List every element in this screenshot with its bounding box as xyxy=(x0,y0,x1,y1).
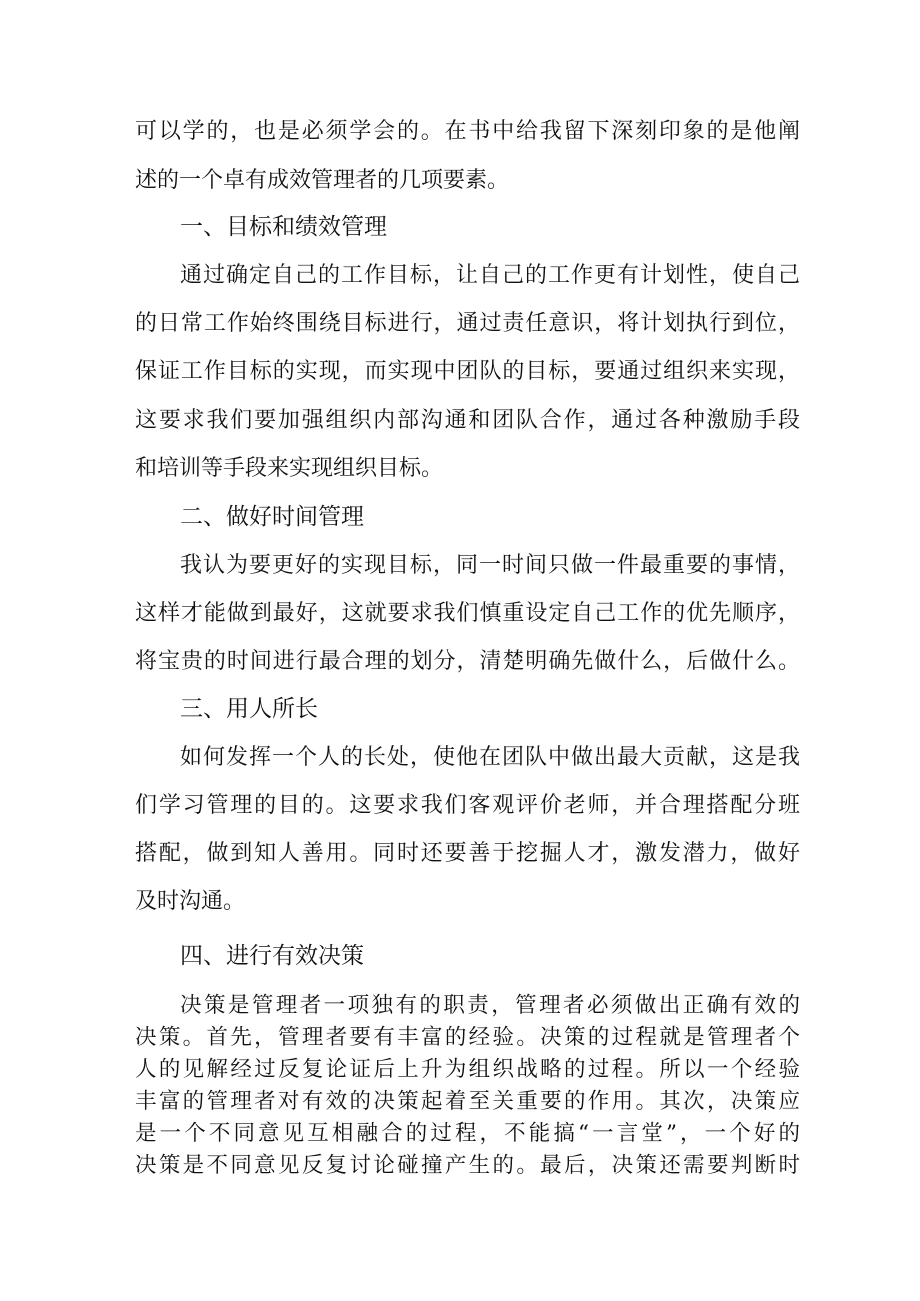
section-2-line-2: 这样才能做到最好，这就要求我们慎重设定自己工作的优先顺序， xyxy=(135,601,800,626)
section-4-line-5: 是一个不同意见互相融合的过程，不能搞“一言堂”，一个好的 xyxy=(135,1121,800,1146)
section-3-line-1: 如何发挥一个人的长处，使他在团队中做出最大贡献，这是我 xyxy=(180,745,800,770)
section-2-line-3: 将宝贵的时间进行最合理的划分，清楚明确先做什么，后做什么。 xyxy=(135,649,800,674)
section-4-line-1: 决策是管理者一项独有的职责，管理者必须做出正确有效的 xyxy=(180,993,800,1018)
section-3-line-2: 们学习管理的目的。这要求我们客观评价老师，并合理搭配分班 xyxy=(135,793,800,818)
section-3-heading: 三、用人所长 xyxy=(180,696,318,722)
section-4-heading: 四、进行有效决策 xyxy=(180,943,364,969)
section-3-line-3: 搭配，做到知人善用。同时还要善于挖掘人才，激发潜力，做好 xyxy=(135,841,800,866)
section-1-line-1: 通过确定自己的工作目标，让自己的工作更有计划性，使自己 xyxy=(180,263,800,288)
section-3-line-4: 及时沟通。 xyxy=(135,889,246,914)
section-4-line-4: 丰富的管理者对有效的决策起着至关重要的作用。其次，决策应 xyxy=(135,1089,800,1114)
section-4-line-2: 决策。首先，管理者要有丰富的经验。决策的过程就是管理者个 xyxy=(135,1025,800,1050)
section-2-line-1: 我认为要更好的实现目标，同一时间只做一件最重要的事情， xyxy=(180,553,800,578)
section-1-line-5: 和培训等手段来实现组织目标。 xyxy=(135,456,444,481)
section-4-line-6: 决策是不同意见反复讨论碰撞产生的。最后，决策还需要判断时 xyxy=(135,1153,800,1178)
section-1-line-4: 这要求我们要加强组织内部沟通和团队合作，通过各种激励手段 xyxy=(135,408,800,433)
section-1-line-3: 保证工作目标的实现，而实现中团队的目标，要通过组织来实现， xyxy=(135,359,800,384)
section-1-heading: 一、目标和绩效管理 xyxy=(180,214,387,240)
section-1-line-2: 的日常工作始终围绕目标进行，通过责任意识，将计划执行到位， xyxy=(135,311,800,336)
intro-line-2: 述的一个卓有成效管理者的几项要素。 xyxy=(135,168,510,193)
section-2-heading: 二、做好时间管理 xyxy=(180,504,364,530)
section-4-line-3: 人的见解经过反复论证后上升为组织战略的过程。所以一个经验 xyxy=(135,1057,800,1082)
intro-line-1: 可以学的，也是必须学会的。在书中给我留下深刻印象的是他阐 xyxy=(135,119,800,144)
